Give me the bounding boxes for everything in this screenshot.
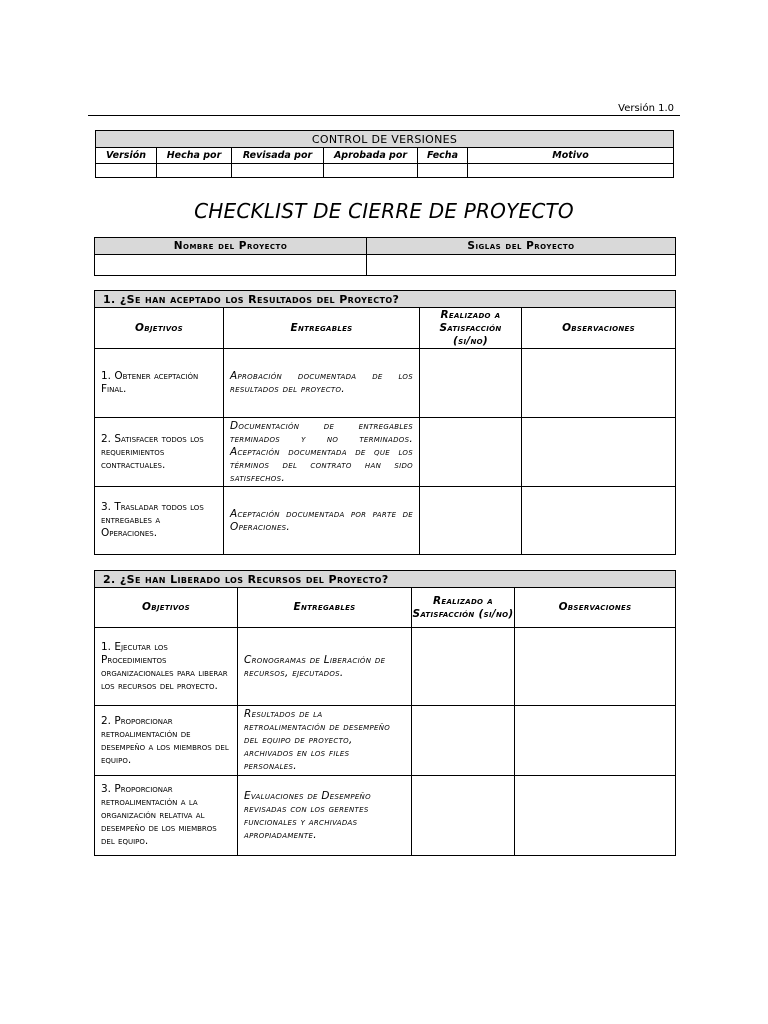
observations-cell[interactable]	[522, 349, 676, 418]
project-name-cell[interactable]	[95, 255, 367, 276]
done-cell[interactable]	[412, 706, 515, 776]
observations-cell[interactable]	[515, 628, 676, 706]
deliverable-cell: Documentación de entregables terminados y no terminados. Aceptación documentada de que los términos del contrato han sido satisfechos.	[224, 418, 420, 487]
reviewed-by-cell[interactable]	[232, 164, 324, 178]
observations-cell[interactable]	[522, 487, 676, 555]
version-cell[interactable]	[96, 164, 157, 178]
project-info-table	[94, 237, 676, 276]
column-header-observations: Observaciones	[515, 588, 676, 628]
done-cell[interactable]	[420, 418, 522, 487]
table-row	[95, 418, 676, 487]
deliverable-cell: Aprobación documentada de los resultados del proyecto.	[224, 349, 420, 418]
objective-cell: 1. Obtener aceptación Final.	[95, 349, 224, 418]
section-resources-released	[94, 570, 676, 856]
observations-cell[interactable]	[515, 776, 676, 856]
column-header-made-by: Hecha por	[157, 148, 232, 164]
project-acronym-cell[interactable]	[367, 255, 676, 276]
column-header-version: Versión	[96, 148, 157, 164]
table-row	[95, 706, 676, 776]
observations-cell[interactable]	[515, 706, 676, 776]
section-title: 1. ¿Se han aceptado los Resultados del Proyecto?	[95, 291, 676, 308]
table-row	[95, 349, 676, 418]
column-header-deliverables: Entregables	[224, 308, 420, 349]
deliverable-cell: Aceptación documentada por parte de Operaciones.	[224, 487, 420, 555]
objective-cell: 3. Proporcionar retroalimentación a la organización relativa al desempeño de los miembros del equipo.	[95, 776, 238, 856]
table-row	[95, 628, 676, 706]
approved-by-cell[interactable]	[324, 164, 418, 178]
deliverable-cell: Evaluaciones de Desempeño revisadas con los gerentes funcionales y archivadas apropiadamente.	[238, 776, 412, 856]
table-row	[95, 776, 676, 856]
column-header-objectives: Objetivos	[95, 588, 238, 628]
done-cell[interactable]	[412, 776, 515, 856]
column-header-objectives: Objetivos	[95, 308, 224, 349]
observations-cell[interactable]	[522, 418, 676, 487]
column-header-reason: Motivo	[468, 148, 674, 164]
project-acronym-header: Siglas del Proyecto	[367, 238, 676, 255]
date-cell[interactable]	[418, 164, 468, 178]
objective-cell: 3. Trasladar todos los entregables a Operaciones.	[95, 487, 224, 555]
deliverable-cell: Resultados de la retroalimentación de desempeño del equipo de proyecto, archivados en los files personales.	[238, 706, 412, 776]
document-title: CHECKLIST DE CIERRE DE PROYECTO	[194, 199, 574, 223]
column-header-observations: Observaciones	[522, 308, 676, 349]
section-results-accepted	[94, 290, 676, 555]
made-by-cell[interactable]	[157, 164, 232, 178]
version-control-title: CONTROL DE VERSIONES	[96, 131, 674, 148]
project-name-header: Nombre del Proyecto	[95, 238, 367, 255]
table-row	[95, 487, 676, 555]
version-control-table	[95, 130, 674, 178]
column-header-done: Realizado a Satisfacción (si/no)	[412, 588, 515, 628]
done-cell[interactable]	[412, 628, 515, 706]
objective-cell: 2. Proporcionar retroalimentación de desempeño a los miembros del equipo.	[95, 706, 238, 776]
done-cell[interactable]	[420, 349, 522, 418]
column-header-deliverables: Entregables	[238, 588, 412, 628]
version-label: Versión 1.0	[88, 103, 680, 116]
reason-cell[interactable]	[468, 164, 674, 178]
column-header-done: Realizado a Satisfacción (si/no)	[420, 308, 522, 349]
section-title: 2. ¿Se han Liberado los Recursos del Proyecto?	[95, 571, 676, 588]
column-header-reviewed-by: Revisada por	[232, 148, 324, 164]
done-cell[interactable]	[420, 487, 522, 555]
column-header-approved-by: Aprobada por	[324, 148, 418, 164]
objective-cell: 2. Satisfacer todos los requerimientos contractuales.	[95, 418, 224, 487]
deliverable-cell: Cronogramas de Liberación de recursos, ejecutados.	[238, 628, 412, 706]
column-header-date: Fecha	[418, 148, 468, 164]
objective-cell: 1. Ejecutar los Procedimientos organizacionales para liberar los recursos del proyecto.	[95, 628, 238, 706]
